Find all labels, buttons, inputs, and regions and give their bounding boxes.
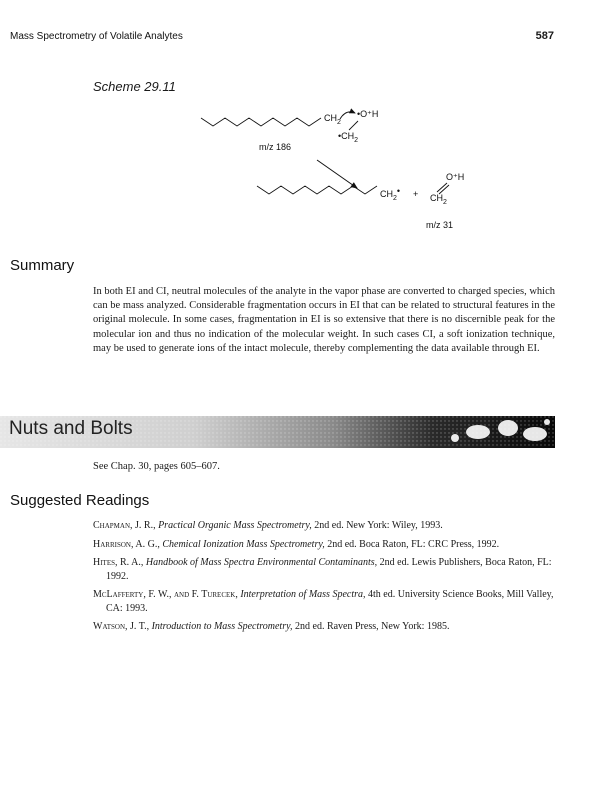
reference-item: Harrison, A. G., Chemical Ionization Mass Spectrometry, 2nd ed. Boca Raton, FL: CRC Press, 1992.: [93, 538, 500, 550]
reaction-scheme: [0, 0, 601, 250]
reference-item: Watson, J. T., Introduction to Mass Spectrometry, 2nd ed. Raven Press, New York: 1985.: [93, 621, 450, 632]
mz-31-label: m/z 31: [426, 220, 454, 230]
hydrocarbon-chain-top: [201, 118, 321, 126]
ch2-radical-product: $CH_2•$: [380, 186, 401, 202]
nuts-and-bolts-text: See Chap. 30, pages 605–607.: [93, 461, 220, 472]
reference-item: Hites, R. A., Handbook of Mass Spectra Environmental Contaminants, 2nd ed. Lewis Publishers, Boca Raton, FL: 1992.: [93, 557, 552, 582]
scheme-label: Scheme 29.11: [93, 79, 176, 94]
hydrocarbon-chain-bottom: [257, 186, 377, 194]
reaction-arrow: [317, 160, 357, 188]
mz-186-label: m/z 186: [259, 142, 292, 152]
bond-line: [349, 121, 358, 130]
reference-item: McLafferty, F. W., and F. Turecek, Interpretation of Mass Spectra, 4th ed. University Science Books, Mill Valley, CA: 1993.: [93, 589, 554, 614]
ch2-product: $CH_2$: [430, 193, 447, 206]
suggested-readings-heading: Suggested Readings: [10, 492, 150, 509]
nuts-and-bolts-heading: Nuts and Bolts: [9, 418, 133, 439]
summary-heading: Summary: [10, 257, 75, 274]
electron-arrow: [340, 112, 355, 119]
reference-list: [93, 519, 558, 639]
ch2-group-top: $CH_2$: [324, 113, 341, 126]
plus-sign: +: [413, 189, 419, 199]
oh-radical-cation: •O⁺H: [357, 109, 379, 119]
running-title: Mass Spectrometry of Volatile Analytes: [10, 31, 183, 42]
double-bond-line-1: [437, 183, 447, 192]
page-number: 587: [535, 30, 554, 42]
oh-cation: O⁺H: [446, 172, 465, 182]
summary-paragraph: In both EI and CI, neutral molecules of the analyte in the vapor phase are converted to charged species, which can be mass analyzed. Considerable fragmentation occurs in EI that can be related to structural features in the original molecule. In some cases, fragmentation in EI is so extensive that there is no discernible peak for the molecular ion and thus no indication of the molecular weight. In such cases CI, a soft ionization technique, may be used to generate ions of the intact molecule, thereby complementing the data available through EI.: [93, 286, 555, 354]
reference-item: Chapman, J. R., Practical Organic Mass Spectrometry, 2nd ed. New York: Wiley, 1993.: [93, 520, 443, 531]
ch2-radical: $•CH_2$: [338, 131, 359, 144]
